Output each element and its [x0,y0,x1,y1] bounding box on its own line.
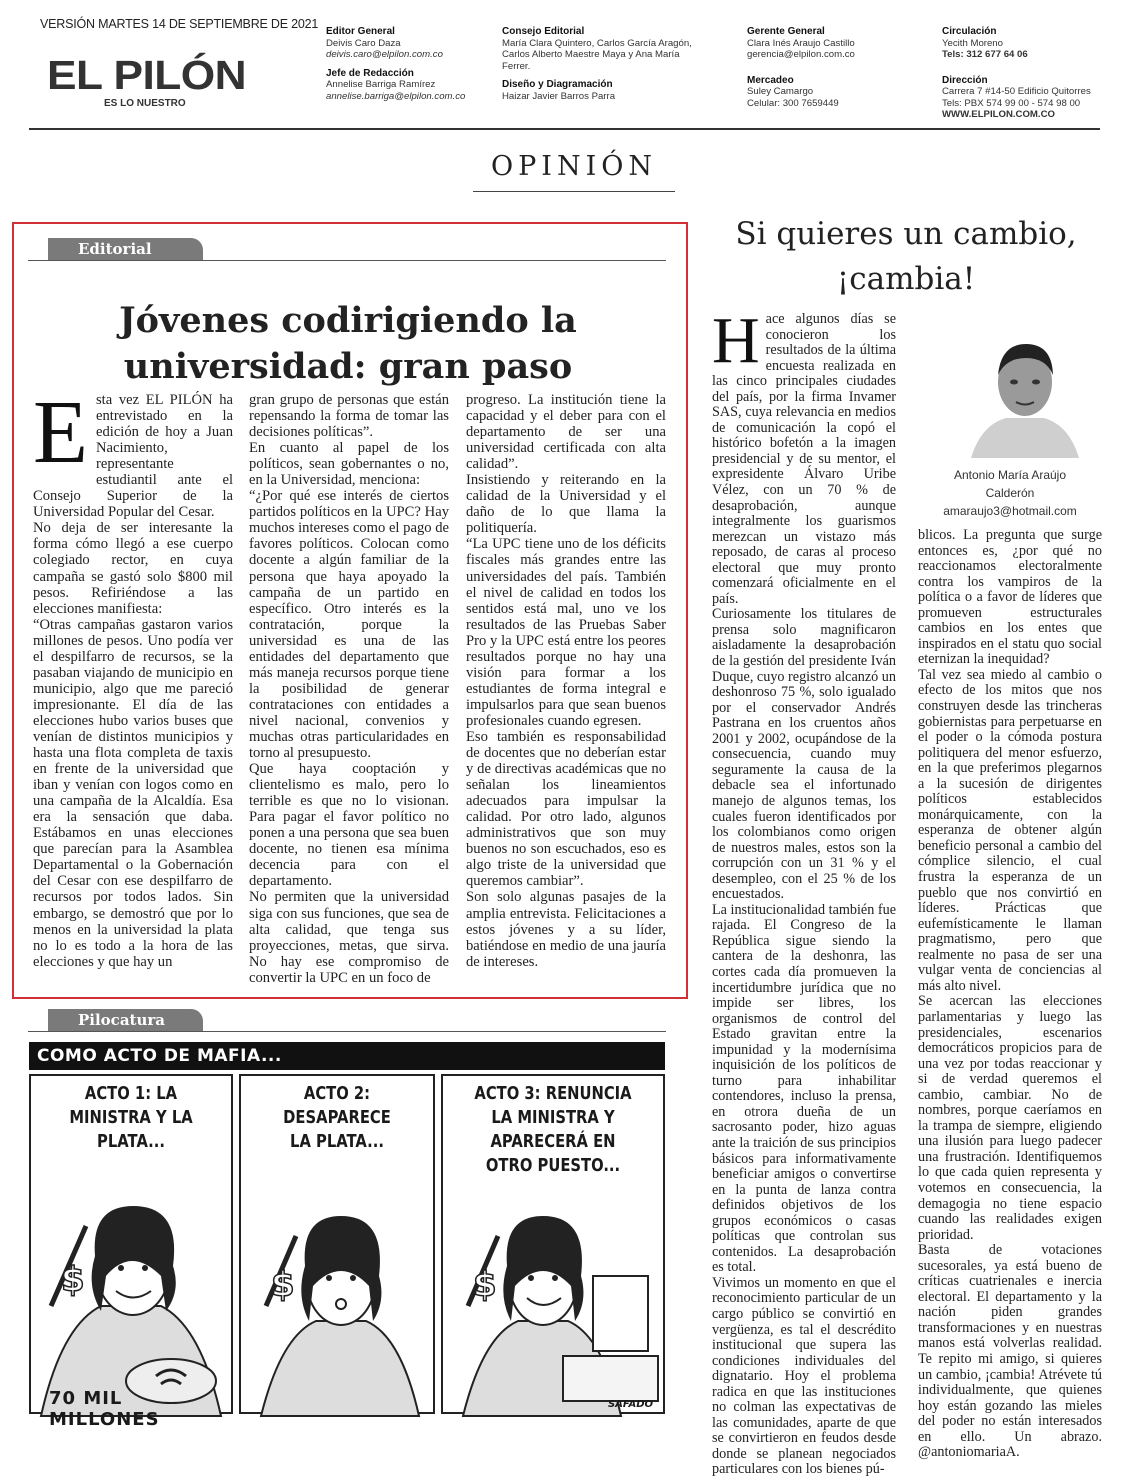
svg-text:$: $ [271,1265,295,1305]
paragraph: blicos. La pregunta que surge entonces es, ¿por qué no reaccionamos electoralmente contra los vampiros de la política o a favor de líderes que promueven estructurales cambios en los entes que inspirados en el statu quo social eternizan la inequidad? [918,527,1102,668]
editorial-tab-rule [28,260,666,261]
author-email[interactable]: amaraujo3@hotmail.com [943,504,1077,518]
paragraph: No permiten que la universidad siga con sus funciones, que sea de alta calidad, que tenga sus proyecciones, metas, que sirva. No hay ese compromiso de convertir la UPC en un foco de [249,889,449,986]
cartoon-panel-2 [239,1074,435,1414]
staff-title: Consejo Editorial [502,26,585,37]
staff-line: Annelise Barriga Ramírez [326,79,436,90]
column-headline: Si quieres un cambio, ¡cambia! [735,216,1077,297]
column-dropcap: H [712,304,760,377]
cartoon-title-bar: COMO ACTO DE MAFIA... [29,1042,665,1070]
paragraph: Tal vez sea miedo al cambio o efecto de los mitos que nos construyen desde las trincheras gobiernistas para perpetuarse en el poder o la cómoda postura politiquera del menor esfuerzo, en la que preferimos plegarnos a la sucesión de dirigentes políticos establecidos monárquicamente, con la esperanza de obtener algún beneficio personal a cambio del cómplice silencio, el cual frustra la esperanza de un pueblo que nos convirtió en líderes. Prácticas que eufemísticamente le llaman pragmatismo, pero que realmente no pasa de ser una vulgar venta de conciencias al más alto nivel. [918,666,1102,994]
cartoon-tab: Pilocatura [48,1009,203,1031]
staff-line: María Clara Quintero, Carlos García Aragón, [502,37,692,49]
staff-column-4 [942,26,1091,121]
staff-column-3 [747,26,855,109]
editorial-column-3 [466,392,666,970]
staff-line: Carlos Alberto Maestre Maya y Ana María [502,49,680,60]
editorial-tab: Editorial [48,238,203,260]
website-link[interactable]: WWW.ELPILON.COM.CO [942,109,1055,120]
staff-column-1 [326,26,465,102]
paragraph: Son solo algunas pasajes de la amplia entrevista. Felicitaciones a estos jóvenes y a su líder, batiéndose en medio de una jauría de intereses. [466,889,666,970]
panel-2-caption: ACTO 2: DESAPARECE LA PLATA... [283,1083,391,1152]
cartoon-panel-3 [441,1074,665,1414]
svg-text:$: $ [473,1265,497,1305]
paragraph: Curiosamente los titulares de prensa solo magnificaron aisladamente la desaprobación de la gestión del presidente Iván Duque, cuyo registro alcanzó un deshonroso 75 %, solo igualado por el conservador Andrés Pastrana en los cruentos años 2001 y 2002, ocupándose de la consecuencia, cuando muy seguramente la causa de la debacle sea el infortunado manejo de algunos temas, los cuales fueron identificados por los colombianos como origen de nuestros males, estos son la corrupción con un 31 % y el desempleo, con el 25 % de los encuestados. [712,606,896,903]
staff-title: Mercadeo [747,74,794,86]
opinion-column-1 [712,304,896,1478]
cartoon-panel-1 [29,1074,233,1430]
paragraph: progreso. La institución tiene la capacidad y el deber para con el departamento de ser una universidad certificada con alta calidad”. [466,392,666,473]
paragraph: Que haya cooptación y clientelismo es malo, pero lo terrible es que no lo visionan. Para pagar el favor político no ponen a una persona que sea buen docente, no tienen esa mínima decencia para con el departamento. [249,761,449,890]
paragraph: No deja de ser interesante la forma cómo llegó a ese cuerpo colegiado rector, en cuya campaña se gastó solo $800 mil pesos. Refiriéndose a las elecciones manifiesta: [33,520,233,617]
staff-email[interactable]: deivis.caro@elpilon.com.co [326,49,443,60]
staff-line: Yecith Moreno [942,37,1003,49]
staff-title: Diseño y Diagramación [502,79,613,90]
paragraph: Se acercan las elecciones parlamentarias y luego las presidenciales, escenarios democráticos propicios para de una vez por todas reaccionar y si de verdad queremos el cambio, cambiar. No de nombres, porque caeríamos en la trampa de siempre, eligiendo una ilusión para luego padecer una frustración. Identifiquemos lo que cada quien representa y votemos en consecuencia, la demagogia no tiene espacio cuando las realidades exigen prioridad. [918,993,1102,1243]
masthead-divider [29,128,1100,130]
paragraph: En cuanto al papel de los políticos, sean gobernantes o no, en la Universidad, menciona: [249,440,449,489]
editorial-headline: Jóvenes codirigiendo la universidad: gran paso [119,300,577,387]
staff-line: Ferrer. [502,60,531,72]
staff-email[interactable]: gerencia@elpilon.com.co [747,49,855,60]
section-title: OPINIÓN [490,151,658,182]
staff-line: Tels: PBX 574 99 00 - 574 98 00 [942,97,1081,109]
opinion-column-2 [918,528,1102,1461]
paragraph: Basta de votaciones sucesorales, ya está bueno de críticas cuatrienales e inercia electoral. El departamento y la nación piden grandes transformaciones y en nuestras manos está volverlas realidad. Te repito mi amigo, si quieres un cambio, ¡cambia! Atrévete tú individualmente, que quienes hoy están gozando las mieles del poder no están interesados en ello. Un abrazo. @antoniomariaA. [918,1242,1102,1461]
paragraph: gran grupo de personas que están repensando la forma de tomar las decisiones políticas”. [249,392,449,441]
staff-line: Deivis Caro Daza [326,37,401,49]
panel-3-caption: ACTO 3: RENUNCIA LA MINISTRA Y APARECERÁ EN OTRO PUESTO... [474,1083,632,1176]
staff-title: Dirección [942,74,988,86]
staff-line: Suley Camargo [747,86,814,97]
cartoonist-signature: SAFADO [607,1399,653,1410]
staff-column-2 [502,26,692,102]
paragraph: sta vez EL PILÓN ha entrevistado en la edición de hoy a Juan Nacimiento, representante estudiantil ante el Consejo Superior de la Universidad Popular del Cesar. [33,392,233,521]
panel-1-caption: ACTO 1: LA MINISTRA Y LA PLATA... [69,1083,193,1152]
author-photo [966,330,1084,458]
paragraph: Eso también es responsabilidad de docentes que no deberían estar y de directivas académicas que no señalan los lineamientos adecuados para impulsar la calidad. Por otro lado, algunos administrativos que son muy buenos no son escuchados, eso es algo triste de la universidad que queremos cambiar”. [466,728,666,890]
author-name-2: Calderón [985,486,1035,500]
paragraph: Insistiendo y reiterando en la calidad de la Universidad y el daño de lo que llama la politiquería. [466,472,666,537]
newspaper-slogan: ES LO NUESTRO [104,98,186,109]
section-divider [473,191,675,192]
newspaper-logo[interactable]: EL PILÓN [47,52,247,98]
staff-title: Editor General [326,26,395,37]
paragraph: La institucionalidad también fue rajada. El Congreso de la República sigue siendo la cantera de la deshonra, las cortes cada día promueven la incertidumbre jurídica que no impide ser libres, los organismos de control del Estado gravitan entre la impunidad y la modernísima inquisición de los políticos de turno para inhabilitar contendores, incluso la prensa, en otrora dueña de un sacrosanto poder, hizo aguas ante la traición de sus principios básicos para informativamente beneficiar amigos o convertirse en la punta de lanza contra definidos objetivos de los grupos económicos o casas políticas que controlan sus contenidos. La desaprobación es total. [712,901,896,1276]
staff-line: Celular: 300 7659449 [747,97,839,109]
paragraph: Vivimos un momento en que el reconocimiento particular de un cargo público se convirtió en vergüenza, es tal el descrédito institucional que supera las condiciones individuales del dignatario. Hoy el problema radica en que las instituciones no colman las expectativas de las comunidades, aparte de que se convirtieron en feudos desde donde se planean negociados particulares con los bienes pú- [712,1274,896,1478]
svg-text:$: $ [61,1260,85,1300]
staff-line: Tels: 312 677 64 06 [942,49,1028,60]
edition-date: VERSIÓN MARTES 14 DE SEPTIEMBRE DE 2021 [40,17,319,31]
cartoon-strip [29,1042,665,1430]
staff-line: Carrera 7 #14-50 Edificio Quitorres [942,86,1091,97]
cartoon-tab-rule [28,1031,666,1032]
staff-title: Jefe de Redacción [326,67,414,79]
staff-title: Gerente General [747,26,825,37]
staff-email[interactable]: annelise.barriga@elpilon.com.co [326,90,466,102]
editorial-dropcap: E [33,383,88,482]
staff-title: Circulación [942,26,997,37]
paragraph: “¿Por qué ese interés de ciertos partidos políticos en la UPC? Hay muchos intereses como el pago de favores políticos. Colocan como docente a algún familiar de la persona que haya apoyado la campaña de un partido en específico. Otro interés es la contratación, porque la universidad es una de las entidades del departamento que más maneja recursos porque tiene la posibilidad de generar contrataciones con entidades a nivel nacional, convenios y muchas otras particularidades en torno al presupuesto. [249,488,449,762]
paragraph: “La UPC tiene uno de los déficits fiscales más grandes entre las universidades del país. También el nivel de calidad en todos los sentidos está mal, uno ve los resultados de las Pruebas Saber Pro y la UPC está entre los peores resultados porque no hay una visión para formar a los estudiantes de forma integral e impulsarlos para que sean buenos profesionales cuando egresen. [466,536,666,729]
staff-line: Clara Inés Araujo Castillo [747,37,855,49]
author-name: Antonio María Araújo [953,468,1067,482]
editorial-column-1 [33,383,233,970]
author-info [920,466,1100,520]
paragraph: “Otras campañas gastaron varios millones de pesos. Uno podía ver el despilfarro de recursos, se la pasaban viajando de municipio en municipio, algo que me pareció impresionante. El día de las elecciones hubo varios buses que venían de distintos municipios y hasta una flota completa de taxis en frente de la universidad que iban y venían con logos como en una campaña de la Alcaldía. Esa era la sensación que daba. Estábamos en unas elecciones que parecían para la Asamblea Departamental o la Gobernación del Cesar con ese despilfarro de recursos por todos lados. Sin embargo, se demostró que por lo menos en la universidad la plata no lo es todo a la hora de las elecciones y que hay un [33,616,233,970]
paragraph: ace algunos días se conocieron los resultados de la última encuesta realizada en las cinco principales ciudades del país, por la firma Invamer SAS, cuya relevancia en medios de comunicación la copó el histórico bofetón a la imagen presidencial y de su mentor, el expresidente Álvaro Uribe Vélez, con un 70 % de desaprobación, aunque integralmente los guarismos merezcan un vistazo más reposado, de caras al proceso electoral que muy pronto comenzará oficialmente en el país. [712,311,896,607]
editorial-column-2 [249,392,449,986]
money-amount-caption: 70 MIL MILLONES [49,1388,160,1430]
staff-line: Haizar Javier Barros Parra [502,90,616,102]
